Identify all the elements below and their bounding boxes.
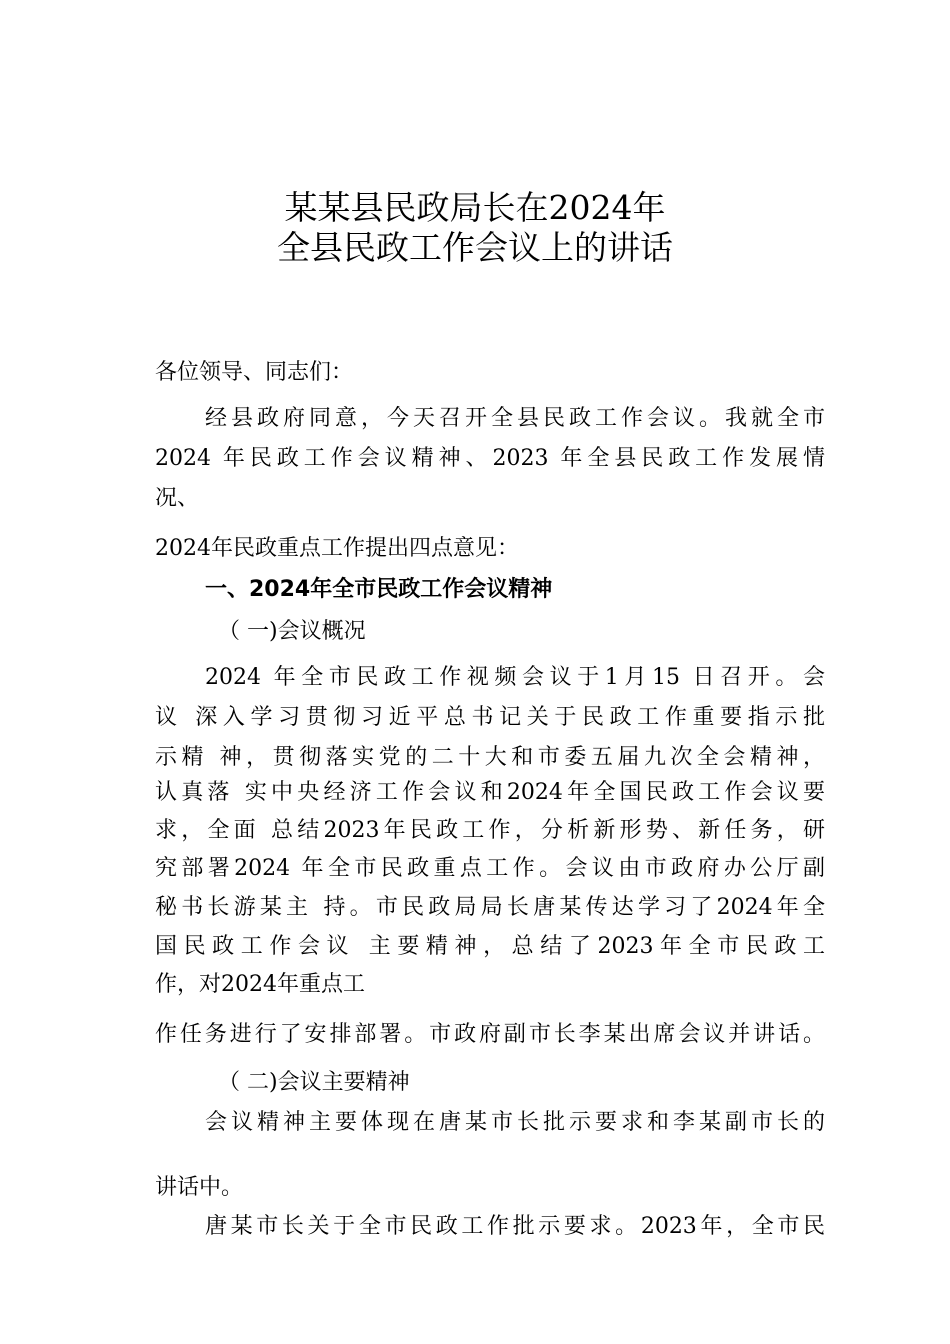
paragraph-line: 2024年民政重点工作提出四点意见： xyxy=(155,536,519,561)
paragraph-line: 认真落 实中央经济工作会议和2024年全国民政工作会议要 xyxy=(155,780,825,805)
paragraph-line: 示精 神，贯彻落实党的二十大和市委五届九次全会精神， xyxy=(155,745,825,770)
subsection-heading: （ 二)会议主要精神 xyxy=(218,1070,410,1095)
paragraph-line: 秘书长游某主 持。市民政局局长唐某传达学习了2024年全 xyxy=(155,895,825,920)
paragraph-line: 讲话中。 xyxy=(155,1175,244,1200)
section-heading: 一、2024年全市民政工作会议精神 xyxy=(205,577,553,602)
paragraph-line: 况、 xyxy=(155,486,200,511)
subsection-heading: （ 一)会议概况 xyxy=(218,619,366,644)
salutation: 各位领导、同志们： xyxy=(155,360,354,385)
paragraph-line: 经县政府同意，今天召开全县民政工作会议。我就全市 xyxy=(205,406,825,431)
paragraph-line: 会议精神主要体现在唐某市长批示要求和李某副市长的 xyxy=(205,1110,825,1135)
paragraph-line: 作任务进行了安排部署。市政府副市长李某出席会议并讲话。 xyxy=(155,1022,825,1047)
paragraph-line: 求，全面 总结2023年民政工作，分析新形势、新任务，研 xyxy=(155,818,825,843)
paragraph-line: 唐某市长关于全市民政工作批示要求。2023年，全市民 xyxy=(205,1214,825,1239)
paragraph-line: 2024 年全市民政工作视频会议于1月15 日召开。会 xyxy=(205,665,825,690)
paragraph-line: 议 深入学习贯彻习近平总书记关于民政工作重要指示批 xyxy=(155,705,825,730)
paragraph-line: 国民政工作会议 主要精神，总结了2023年全市民政工 xyxy=(155,934,825,959)
paragraph-line: 作，对2024年重点工 xyxy=(155,972,365,997)
document-title-line-2: 全县民政工作会议上的讲话 xyxy=(277,228,673,267)
paragraph-line: 究部署2024 年全市民政重点工作。会议由市政府办公厅副 xyxy=(155,856,825,881)
document-title-line-1: 某某县民政局长在2024年 xyxy=(284,188,666,227)
paragraph-line: 2024 年民政工作会议精神、2023 年全县民政工作发展情 xyxy=(155,446,825,471)
